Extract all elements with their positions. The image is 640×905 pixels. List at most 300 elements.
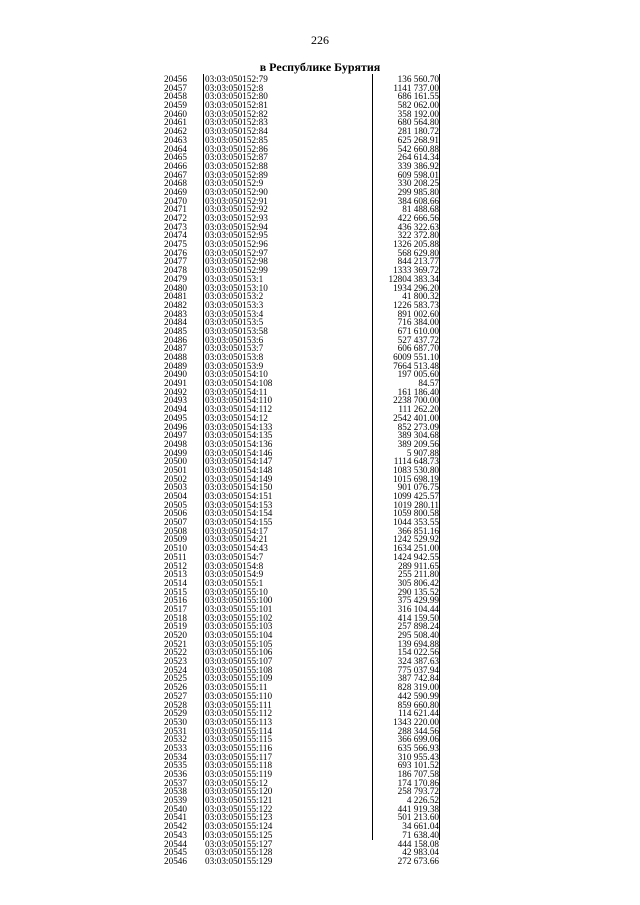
row-number: 20458 <box>164 91 187 102</box>
cadastral-value: 1141 737.00 <box>393 82 439 93</box>
row-number: 20509 <box>164 534 187 545</box>
row-number: 20486 <box>164 334 187 345</box>
table-row <box>150 240 440 249</box>
cadastral-number: 03:03:050154:155 <box>205 517 273 528</box>
row-number: 20526 <box>164 682 187 693</box>
cadastral-number: 03:03:050152:89 <box>205 169 268 180</box>
table-row <box>150 179 440 188</box>
table-row <box>150 370 440 379</box>
row-number: 20477 <box>164 256 187 267</box>
cadastral-value: 258 793.72 <box>397 786 439 797</box>
table-row <box>150 605 440 614</box>
cadastral-value: 111 262.20 <box>398 404 439 415</box>
cadastral-value: 330 208.25 <box>397 178 439 189</box>
cadastral-number: 03:03:050155:105 <box>205 638 273 649</box>
cadastral-value: 1114 648.73 <box>393 456 439 467</box>
cadastral-value: 859 660.80 <box>397 699 439 710</box>
cadastral-value: 582 062.00 <box>397 100 439 111</box>
table-row <box>150 379 440 388</box>
table-row <box>150 127 440 136</box>
row-number: 20472 <box>164 213 187 223</box>
cadastral-value: 384 608.66 <box>397 195 439 206</box>
cadastral-number: 03:03:050154:11 <box>205 386 268 397</box>
table-row <box>150 284 440 293</box>
cadastral-number: 03:03:050154:148 <box>205 464 273 475</box>
row-number: 20506 <box>164 508 187 519</box>
cadastral-number: 03:03:050155:128 <box>205 847 273 858</box>
row-number: 20498 <box>164 438 187 449</box>
cadastral-value: 609 598.01 <box>397 169 439 180</box>
row-number: 20482 <box>164 299 187 310</box>
row-number: 20525 <box>164 673 187 684</box>
cadastral-value: 686 161.55 <box>397 91 439 102</box>
row-number: 20535 <box>164 760 187 771</box>
cadastral-number: 03:03:050152:92 <box>205 204 268 215</box>
table-row <box>150 805 440 814</box>
table-row <box>150 735 440 744</box>
row-number: 20538 <box>164 786 187 797</box>
cadastral-value: 71 638.40 <box>402 829 439 840</box>
row-number: 20510 <box>164 543 187 554</box>
row-number: 20537 <box>164 777 187 788</box>
cadastral-value: 81 488.68 <box>402 204 439 215</box>
row-number: 20465 <box>164 152 187 163</box>
row-number: 20504 <box>164 491 187 501</box>
row-number: 20501 <box>164 464 187 475</box>
cadastral-value: 154 022.56 <box>397 647 439 658</box>
cadastral-number: 03:03:050152:88 <box>205 160 268 171</box>
cadastral-number: 03:03:050154:21 <box>205 534 268 545</box>
table-row <box>150 110 440 119</box>
cadastral-value: 288 344.56 <box>397 725 439 736</box>
table-row <box>150 249 440 258</box>
table-row <box>150 396 440 405</box>
cadastral-value: 281 180.72 <box>397 126 439 137</box>
table-row <box>150 145 440 154</box>
row-number: 20471 <box>164 204 187 215</box>
row-number: 20513 <box>164 569 187 580</box>
cadastral-value: 693 101.52 <box>397 760 439 771</box>
row-number: 20462 <box>164 126 187 137</box>
table-rows <box>150 75 440 866</box>
table-row <box>150 414 440 423</box>
cadastral-value: 139 694.88 <box>397 638 439 649</box>
table-row <box>150 692 440 701</box>
row-number: 20522 <box>164 647 187 658</box>
table-row <box>150 822 440 831</box>
cadastral-number: 03:03:050153:7 <box>205 343 264 354</box>
cadastral-value: 1934 296.20 <box>393 282 439 293</box>
cadastral-number: 03:03:050155:125 <box>205 829 273 840</box>
cadastral-value: 366 699.06 <box>397 734 439 745</box>
cadastral-number: 03:03:050155:120 <box>205 786 273 797</box>
row-number: 20503 <box>164 482 187 493</box>
cadastral-number: 03:03:050153:9 <box>205 360 264 371</box>
cadastral-value: 197 005.60 <box>397 369 439 380</box>
table-row <box>150 753 440 762</box>
row-number: 20476 <box>164 247 187 258</box>
cadastral-value: 1044 353.55 <box>393 517 439 528</box>
cadastral-value: 41 800.32 <box>402 291 439 302</box>
table-row <box>150 101 440 110</box>
cadastral-number: 03:03:050154:17 <box>205 525 268 536</box>
row-number: 20505 <box>164 499 187 510</box>
cadastral-number: 03:03:050154:149 <box>205 473 273 484</box>
cadastral-value: 295 508.40 <box>397 630 439 640</box>
cadastral-number: 03:03:050154:43 <box>205 543 268 554</box>
cadastral-value: 775 037.94 <box>397 664 439 675</box>
cadastral-value: 264 614.34 <box>397 152 439 163</box>
cadastral-value: 375 429.99 <box>397 595 439 606</box>
cadastral-value: 852 273.09 <box>397 421 439 432</box>
table-row <box>150 840 440 849</box>
table-row <box>150 118 440 127</box>
cadastral-number: 03:03:050152:86 <box>205 143 268 154</box>
row-number: 20529 <box>164 708 187 719</box>
cadastral-number: 03:03:050153:2 <box>205 291 264 302</box>
cadastral-number: 03:03:050155:108 <box>205 664 273 675</box>
cadastral-value: 441 919.38 <box>397 803 439 814</box>
row-number: 20514 <box>164 577 187 588</box>
row-number: 20530 <box>164 716 187 727</box>
table-row <box>150 622 440 631</box>
row-number: 20499 <box>164 447 187 458</box>
cadastral-value: 901 076.75 <box>397 482 439 493</box>
row-number: 20534 <box>164 751 187 762</box>
cadastral-value: 844 213.77 <box>397 256 439 267</box>
cadastral-number: 03:03:050154:151 <box>205 491 273 501</box>
cadastral-number: 03:03:050155:123 <box>205 812 273 823</box>
cadastral-value: 1343 220.00 <box>393 716 439 727</box>
table-row <box>150 301 440 310</box>
cadastral-value: 387 742.84 <box>397 673 439 684</box>
cadastral-number: 03:03:050155:109 <box>205 673 273 684</box>
table-row <box>150 614 440 623</box>
cadastral-number: 03:03:050154:108 <box>205 378 273 389</box>
cadastral-value: 527 437.72 <box>397 334 439 345</box>
cadastral-number: 03:03:050152:82 <box>205 108 268 119</box>
cadastral-number: 03:03:050154:136 <box>205 438 273 449</box>
row-number: 20512 <box>164 560 187 571</box>
row-number: 20456 <box>164 74 187 84</box>
row-number: 20540 <box>164 803 187 814</box>
cadastral-number: 03:03:050155:122 <box>205 803 273 814</box>
cadastral-value: 12804 383.34 <box>388 273 439 284</box>
cadastral-number: 03:03:050152:94 <box>205 221 268 232</box>
cadastral-number: 03:03:050155:121 <box>205 795 273 806</box>
row-number: 20527 <box>164 690 187 701</box>
row-number: 20531 <box>164 725 187 736</box>
cadastral-value: 34 661.04 <box>402 821 439 832</box>
row-number: 20485 <box>164 325 187 336</box>
table-row <box>150 657 440 666</box>
cadastral-number: 03:03:050155:112 <box>205 708 273 719</box>
row-number: 20464 <box>164 143 187 154</box>
cadastral-value: 828 319.00 <box>397 682 439 693</box>
row-number: 20469 <box>164 186 187 197</box>
table-row <box>150 562 440 571</box>
row-number: 20479 <box>164 273 187 284</box>
cadastral-number: 03:03:050155:118 <box>205 760 273 771</box>
row-number: 20511 <box>164 551 187 562</box>
cadastral-number: 03:03:050155:117 <box>205 751 273 762</box>
cadastral-number: 03:03:050153:4 <box>205 308 264 319</box>
table-row <box>150 831 440 840</box>
cadastral-number: 03:03:050155:106 <box>205 647 273 658</box>
cadastral-number: 03:03:050152:99 <box>205 265 268 276</box>
cadastral-value: 1083 530.80 <box>393 464 439 475</box>
cadastral-number: 03:03:050154:10 <box>205 369 268 380</box>
cadastral-value: 1634 251.00 <box>393 543 439 554</box>
row-number: 20493 <box>164 395 187 406</box>
cadastral-number: 03:03:050155:107 <box>205 656 273 667</box>
cadastral-number: 03:03:050153:3 <box>205 299 264 310</box>
cadastral-value: 891 002.60 <box>397 308 439 319</box>
cadastral-number: 03:03:050153:8 <box>205 352 264 362</box>
cadastral-value: 316 104.44 <box>397 603 439 614</box>
cadastral-number: 03:03:050155:129 <box>205 855 273 866</box>
cadastral-number: 03:03:050155:1 <box>205 577 264 588</box>
cadastral-value: 2238 700.00 <box>393 395 439 406</box>
cadastral-value: 305 806.42 <box>397 577 439 588</box>
row-number: 20536 <box>164 769 187 779</box>
cadastral-number: 03:03:050154:147 <box>205 456 273 467</box>
cadastral-number: 03:03:050155:127 <box>205 838 273 849</box>
cadastral-number: 03:03:050153:6 <box>205 334 264 345</box>
row-number: 20515 <box>164 586 187 597</box>
table-row <box>150 136 440 145</box>
cadastral-number: 03:03:050155:12 <box>205 777 268 788</box>
cadastral-value: 671 610.00 <box>397 325 439 336</box>
cadastral-number: 03:03:050152:84 <box>205 126 268 137</box>
row-number: 20521 <box>164 638 187 649</box>
cadastral-number: 03:03:050152:93 <box>205 213 268 223</box>
row-number: 20545 <box>164 847 187 858</box>
row-number: 20542 <box>164 821 187 832</box>
cadastral-value: 716 384.00 <box>397 317 439 328</box>
row-number: 20491 <box>164 378 187 389</box>
row-number: 20508 <box>164 525 187 536</box>
row-number: 20487 <box>164 343 187 354</box>
row-number: 20460 <box>164 108 187 119</box>
table-row <box>150 848 440 857</box>
cadastral-value: 414 159.50 <box>397 612 439 623</box>
cadastral-number: 03:03:050152:96 <box>205 239 268 250</box>
cadastral-value: 1015 698.19 <box>393 473 439 484</box>
table-row <box>150 648 440 657</box>
cadastral-number: 03:03:050154:153 <box>205 499 273 510</box>
row-number: 20523 <box>164 656 187 667</box>
table-row <box>150 666 440 675</box>
row-number: 20480 <box>164 282 187 293</box>
cadastral-value: 289 911.65 <box>397 560 439 571</box>
cadastral-number: 03:03:050155:104 <box>205 630 273 640</box>
table-row <box>150 701 440 710</box>
cadastral-number: 03:03:050155:103 <box>205 621 273 632</box>
table-row <box>150 362 440 371</box>
row-number: 20517 <box>164 603 187 614</box>
cadastral-value: 7664 513.48 <box>393 360 439 371</box>
row-number: 20463 <box>164 134 187 145</box>
cadastral-number: 03:03:050153:58 <box>205 325 268 336</box>
row-number: 20468 <box>164 178 187 189</box>
table-row <box>150 674 440 683</box>
row-number: 20507 <box>164 517 187 528</box>
cadastral-value: 114 621.44 <box>397 708 439 719</box>
table-row <box>150 718 440 727</box>
cadastral-value: 324 387.63 <box>397 656 439 667</box>
cadastral-number: 03:03:050155:113 <box>205 716 273 727</box>
row-number: 20544 <box>164 838 187 849</box>
cadastral-number: 03:03:050154:133 <box>205 421 273 432</box>
row-number: 20459 <box>164 100 187 111</box>
row-number: 20524 <box>164 664 187 675</box>
row-number: 20461 <box>164 117 187 128</box>
row-number: 20495 <box>164 412 187 423</box>
row-number: 20516 <box>164 595 187 606</box>
cadastral-value: 310 955.43 <box>397 751 439 762</box>
table-row <box>150 553 440 562</box>
table-row <box>150 727 440 736</box>
cadastral-value: 442 590.99 <box>397 690 439 701</box>
cadastral-number: 03:03:050154:7 <box>205 551 264 562</box>
row-number: 20457 <box>164 82 187 93</box>
cadastral-value: 1099 425.57 <box>393 491 439 501</box>
table-row <box>150 188 440 197</box>
row-number: 20520 <box>164 630 187 640</box>
cadastral-value: 542 660.88 <box>397 143 439 154</box>
cadastral-value: 136 560.70 <box>397 74 439 84</box>
table-row <box>150 579 440 588</box>
table-row <box>150 336 440 345</box>
cadastral-value: 635 566.93 <box>397 742 439 753</box>
cadastral-value: 366 851.16 <box>397 525 439 536</box>
cadastral-number: 03:03:050152:87 <box>205 152 268 163</box>
cadastral-value: 42 983.04 <box>402 847 439 858</box>
cadastral-value-table <box>150 74 440 866</box>
cadastral-value: 606 687.70 <box>397 343 439 354</box>
cadastral-number: 03:03:050155:119 <box>205 769 273 779</box>
cadastral-number: 03:03:050154:150 <box>205 482 273 493</box>
cadastral-value: 161 186.40 <box>397 386 439 397</box>
table-row <box>150 84 440 93</box>
cadastral-number: 03:03:050154:146 <box>205 447 273 458</box>
cadastral-value: 501 213.60 <box>397 812 439 823</box>
cadastral-number: 03:03:050154:110 <box>205 395 273 406</box>
row-number: 20478 <box>164 265 187 276</box>
table-row <box>150 779 440 788</box>
cadastral-number: 03:03:050155:110 <box>205 690 273 701</box>
row-number: 20533 <box>164 742 187 753</box>
table-row <box>150 171 440 180</box>
cadastral-value: 389 304.68 <box>397 430 439 441</box>
row-number: 20518 <box>164 612 187 623</box>
cadastral-number: 03:03:050154:154 <box>205 508 273 519</box>
cadastral-value: 568 629.80 <box>397 247 439 258</box>
table-row <box>150 153 440 162</box>
table-row <box>150 588 440 597</box>
cadastral-value: 4 226.52 <box>406 795 439 806</box>
cadastral-number: 03:03:050154:9 <box>205 569 264 580</box>
row-number: 20528 <box>164 699 187 710</box>
cadastral-value: 1226 583.73 <box>393 299 439 310</box>
row-number: 20541 <box>164 812 187 823</box>
table-row <box>150 570 440 579</box>
table-row <box>150 214 440 223</box>
cadastral-number: 03:03:050154:112 <box>205 404 273 415</box>
cadastral-value: 1333 369.72 <box>393 265 439 276</box>
table-row <box>150 197 440 206</box>
cadastral-number: 03:03:050153:1 <box>205 273 264 284</box>
cadastral-value: 299 985.80 <box>397 186 439 197</box>
cadastral-value: 84.57 <box>418 378 439 389</box>
cadastral-value: 174 170.86 <box>397 777 439 788</box>
row-number: 20489 <box>164 360 187 371</box>
cadastral-value: 1242 529.92 <box>393 534 439 545</box>
row-number: 20543 <box>164 829 187 840</box>
row-number: 20494 <box>164 404 187 415</box>
row-number: 20488 <box>164 352 187 362</box>
table-row <box>150 857 440 866</box>
table-row <box>150 813 440 822</box>
cadastral-number: 03:03:050152:85 <box>205 134 268 145</box>
cadastral-value: 257 898.24 <box>397 621 439 632</box>
row-number: 20492 <box>164 386 187 397</box>
cadastral-number: 03:03:050155:102 <box>205 612 273 623</box>
row-number: 20474 <box>164 230 187 241</box>
row-number: 20539 <box>164 795 187 806</box>
table-row <box>150 310 440 319</box>
cadastral-number: 03:03:050155:114 <box>205 725 273 736</box>
cadastral-number: 03:03:050155:100 <box>205 595 273 606</box>
table-row <box>150 640 440 649</box>
cadastral-value: 358 192.00 <box>397 108 439 119</box>
table-row <box>150 596 440 605</box>
table-row <box>150 744 440 753</box>
table-row <box>150 787 440 796</box>
row-number: 20496 <box>164 421 187 432</box>
row-number: 20483 <box>164 308 187 319</box>
cadastral-number: 03:03:050154:135 <box>205 430 273 441</box>
cadastral-value: 389 209.56 <box>397 438 439 449</box>
table-row <box>150 162 440 171</box>
cadastral-number: 03:03:050152:95 <box>205 230 268 241</box>
cadastral-value: 5 907.88 <box>406 447 439 458</box>
cadastral-number: 03:03:050155:124 <box>205 821 273 832</box>
table-row <box>150 770 440 779</box>
row-number: 20470 <box>164 195 187 206</box>
table-row <box>150 761 440 770</box>
cadastral-number: 03:03:050153:10 <box>205 282 268 293</box>
cadastral-number: 03:03:050153:5 <box>205 317 264 328</box>
table-row <box>150 796 440 805</box>
table-row <box>150 440 440 449</box>
row-number: 20546 <box>164 855 187 866</box>
table-row <box>150 327 440 336</box>
cadastral-number: 03:03:050155:11 <box>205 682 268 693</box>
row-number: 20484 <box>164 317 187 328</box>
cadastral-number: 03:03:050154:8 <box>205 560 264 571</box>
table-row <box>150 518 440 527</box>
cadastral-value: 6009 551.10 <box>393 352 439 362</box>
row-number: 20500 <box>164 456 187 467</box>
cadastral-value: 422 666.56 <box>397 213 439 223</box>
table-row <box>150 318 440 327</box>
row-number: 20502 <box>164 473 187 484</box>
cadastral-value: 680 564.80 <box>397 117 439 128</box>
cadastral-value: 625 268.91 <box>397 134 439 145</box>
table-row <box>150 683 440 692</box>
